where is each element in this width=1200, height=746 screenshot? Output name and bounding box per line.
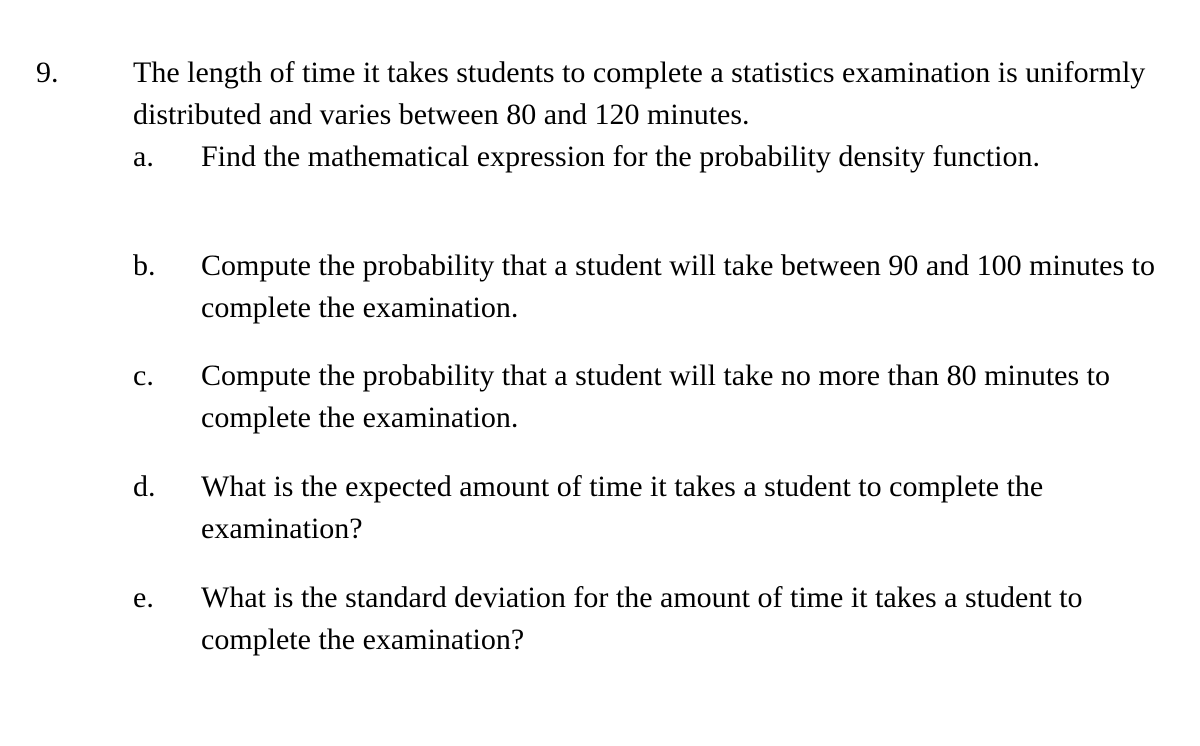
question-number: 9. [36, 56, 59, 89]
question-stem: The length of time it takes students to complete a statistics examination is uniformly distributed and varies between 80 and 120 minutes. [133, 56, 1146, 131]
part-d-label: d. [133, 470, 156, 503]
part-c-text: Compute the probability that a student will take no more than 80 minutes to complete the examination. [201, 359, 1111, 434]
part-a-label: a. [133, 140, 154, 173]
part-b-label: b. [133, 249, 156, 282]
part-d-text: What is the expected amount of time it takes a student to complete the examination? [201, 470, 1044, 545]
part-e-text: What is the standard deviation for the amount of time it takes a student to complete the examination? [201, 581, 1083, 656]
part-a-text: Find the mathematical expression for the probability density function. [201, 140, 1040, 173]
part-e-label: e. [133, 581, 154, 614]
part-b-text: Compute the probability that a student will take between 90 and 100 minutes to complete the examination. [201, 249, 1155, 324]
part-c-label: c. [133, 359, 154, 392]
